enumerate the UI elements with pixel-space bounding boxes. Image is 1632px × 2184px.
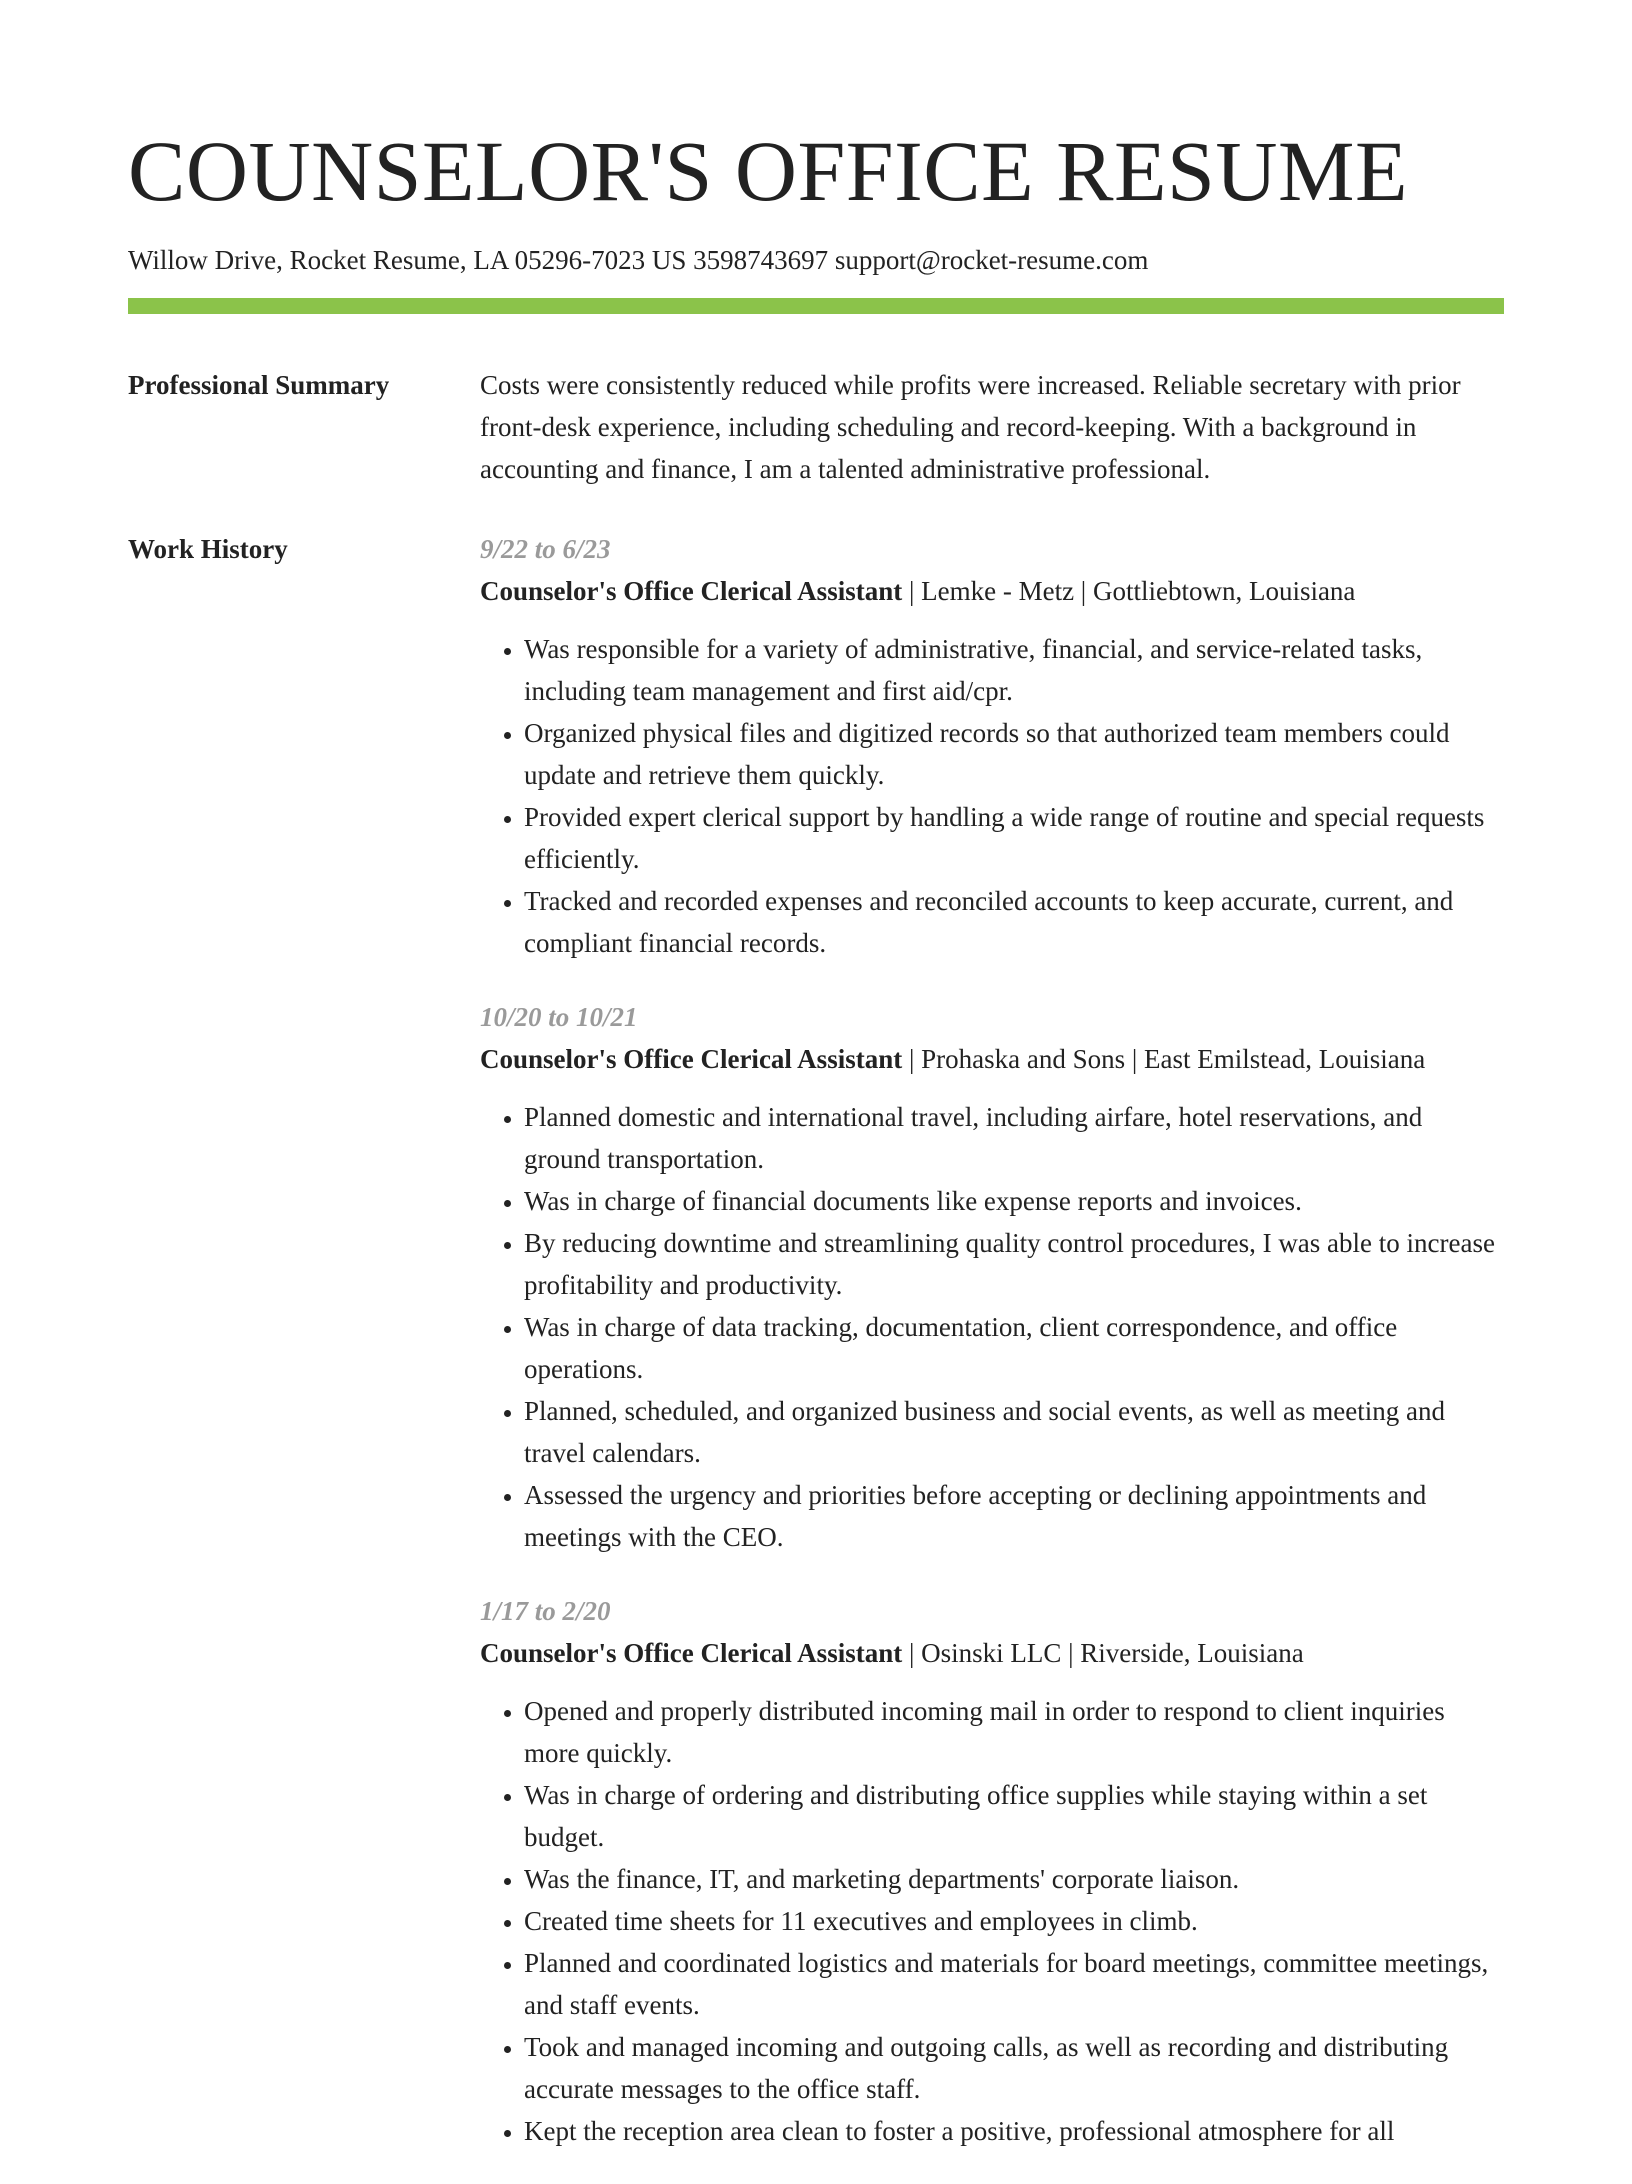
professional-summary-heading: Professional Summary	[128, 370, 390, 400]
job-bullet: • Planned, scheduled, and organized business and social events, as well as meeting and travel calendars.	[524, 1390, 1504, 1474]
job-bullet: • Planned domestic and international travel, including airfare, hotel reservations, and ground transportation.	[524, 1096, 1504, 1180]
job-bullet: • Was responsible for a variety of administrative, financial, and service-related tasks, including team management and first aid/cpr.	[524, 628, 1504, 712]
job-bullet: • Opened and properly distributed incoming mail in order to respond to client inquiries more quickly.	[524, 1690, 1504, 1774]
job-bullet: • By reducing downtime and streamlining quality control procedures, I was able to increase profitability and productivity.	[524, 1222, 1504, 1306]
accent-divider	[128, 298, 1504, 314]
job-dates: 1/17 to 2/20	[480, 1596, 611, 1626]
job-bullet: • Provided expert clerical support by handling a wide range of routine and special requests efficiently.	[524, 796, 1504, 880]
job-entry	[480, 528, 1504, 964]
resume-page	[128, 0, 1504, 2184]
job-details: | Osinski LLC | Riverside, Louisiana	[902, 1638, 1304, 1668]
job-dates: 9/22 to 6/23	[480, 534, 611, 564]
job-bullet-list	[480, 628, 1504, 964]
job-bullet: • Kept the reception area clean to foster a positive, professional atmosphere for all	[524, 2110, 1504, 2152]
job-bullet: • Organized physical files and digitized records so that authorized team members could update and retrieve them quickly.	[524, 712, 1504, 796]
job-heading	[480, 1038, 1504, 1080]
job-bullet: • Took and managed incoming and outgoing calls, as well as recording and distributing accurate messages to the office staff.	[524, 2026, 1504, 2110]
job-bullet: • Tracked and recorded expenses and reconciled accounts to keep accurate, current, and compliant financial records.	[524, 880, 1504, 964]
job-entry	[480, 1590, 1504, 2152]
job-title: Counselor's Office Clerical Assistant	[480, 576, 903, 606]
job-title: Counselor's Office Clerical Assistant	[480, 1044, 903, 1074]
job-bullet: • Was in charge of ordering and distributing office supplies while staying within a set budget.	[524, 1774, 1504, 1858]
job-details: | Lemke - Metz | Gottliebtown, Louisiana	[902, 576, 1356, 606]
job-details: | Prohaska and Sons | East Emilstead, Louisiana	[902, 1044, 1426, 1074]
work-history-heading: Work History	[128, 534, 288, 564]
job-bullet: • Was in charge of financial documents like expense reports and invoices.	[524, 1180, 1504, 1222]
job-entry	[480, 996, 1504, 1558]
professional-summary-text: Costs were consistently reduced while profits were increased. Reliable secretary with prior front-desk experience, including scheduling and record-keeping. With a background in accounting and finance, I am a talented administrative professional.	[480, 370, 1461, 484]
job-dates: 10/20 to 10/21	[480, 1002, 638, 1032]
job-title: Counselor's Office Clerical Assistant	[480, 1638, 903, 1668]
resume-title: COUNSELOR'S OFFICE RESUME	[128, 123, 1408, 219]
work-history-body	[480, 528, 1504, 2184]
job-bullet: • Was the finance, IT, and marketing departments' corporate liaison.	[524, 1858, 1504, 1900]
job-bullet-list	[480, 1096, 1504, 1558]
job-bullet: • Planned and coordinated logistics and materials for board meetings, committee meetings, and staff events.	[524, 1942, 1504, 2026]
job-bullet-list	[480, 1690, 1504, 2152]
job-bullet: • Assessed the urgency and priorities before accepting or declining appointments and meetings with the CEO.	[524, 1474, 1504, 1558]
work-history-section	[128, 528, 1504, 2184]
job-bullet: • Was in charge of data tracking, documentation, client correspondence, and office operations.	[524, 1306, 1504, 1390]
professional-summary-body	[480, 364, 1504, 490]
professional-summary-section	[128, 364, 1504, 490]
job-heading	[480, 1632, 1504, 1674]
contact-info: Willow Drive, Rocket Resume, LA 05296-7023 US 3598743697 support@rocket-resume.com	[128, 245, 1149, 275]
job-bullet: • Created time sheets for 11 executives and employees in climb.	[524, 1900, 1504, 1942]
job-heading	[480, 570, 1504, 612]
